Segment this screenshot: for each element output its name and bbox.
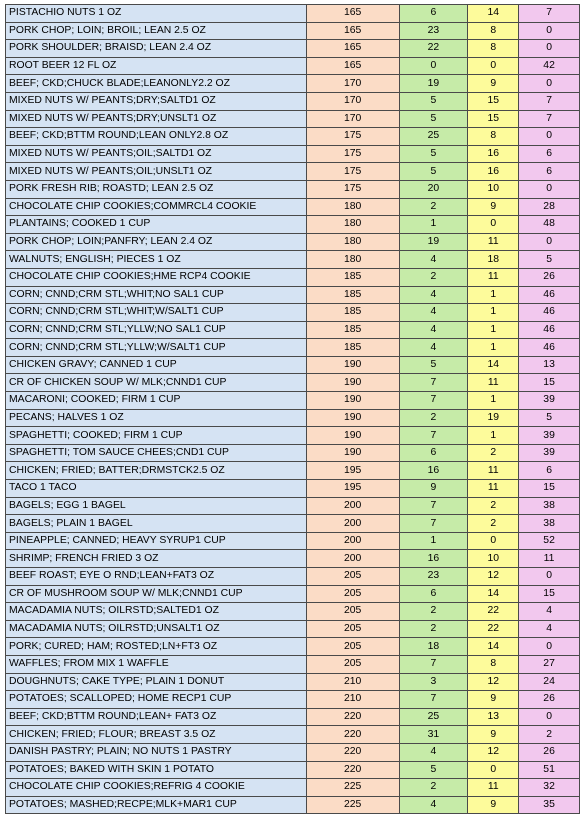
- value-col5-cell: 11: [519, 550, 580, 568]
- value-col5-cell: 6: [519, 163, 580, 181]
- value-col5-cell: 46: [519, 286, 580, 304]
- value-col3-cell: 4: [399, 321, 468, 339]
- value-col3-cell: 2: [399, 268, 468, 286]
- table-row: [6, 356, 580, 374]
- calories-cell: 185: [306, 339, 399, 357]
- value-col5-cell: 38: [519, 497, 580, 515]
- value-col4-cell: 14: [468, 356, 519, 374]
- calories-cell: 220: [306, 743, 399, 761]
- value-col4-cell: 11: [468, 268, 519, 286]
- value-col5-cell: 26: [519, 691, 580, 709]
- value-col3-cell: 7: [399, 497, 468, 515]
- food-name-cell: CHICKEN GRAVY; CANNED 1 CUP: [6, 356, 307, 374]
- food-name-cell: CORN; CNND;CRM STL;WHIT;NO SAL1 CUP: [6, 286, 307, 304]
- value-col5-cell: 51: [519, 761, 580, 779]
- table-row: [6, 304, 580, 322]
- calories-cell: 220: [306, 726, 399, 744]
- calories-cell: 190: [306, 409, 399, 427]
- value-col3-cell: 31: [399, 726, 468, 744]
- table-row: [6, 638, 580, 656]
- calories-cell: 205: [306, 568, 399, 586]
- table-row: [6, 462, 580, 480]
- calories-cell: 180: [306, 198, 399, 216]
- food-name-cell: TACO 1 TACO: [6, 480, 307, 498]
- value-col5-cell: 0: [519, 180, 580, 198]
- value-col5-cell: 24: [519, 673, 580, 691]
- value-col3-cell: 5: [399, 761, 468, 779]
- value-col5-cell: 52: [519, 532, 580, 550]
- value-col5-cell: 0: [519, 75, 580, 93]
- value-col3-cell: 4: [399, 304, 468, 322]
- table-row: [6, 532, 580, 550]
- calories-cell: 205: [306, 638, 399, 656]
- value-col3-cell: 18: [399, 638, 468, 656]
- value-col4-cell: 2: [468, 444, 519, 462]
- value-col3-cell: 2: [399, 409, 468, 427]
- value-col4-cell: 0: [468, 57, 519, 75]
- table-row: [6, 57, 580, 75]
- food-name-cell: BEEF; CKD;BTTM ROUND;LEAN ONLY2.8 OZ: [6, 128, 307, 146]
- value-col3-cell: 4: [399, 286, 468, 304]
- table-row: [6, 427, 580, 445]
- table-row: [6, 708, 580, 726]
- calories-cell: 170: [306, 75, 399, 93]
- value-col4-cell: 12: [468, 743, 519, 761]
- value-col3-cell: 19: [399, 233, 468, 251]
- food-name-cell: ROOT BEER 12 FL OZ: [6, 57, 307, 75]
- food-name-cell: PISTACHIO NUTS 1 OZ: [6, 5, 307, 23]
- value-col4-cell: 18: [468, 251, 519, 269]
- value-col3-cell: 5: [399, 163, 468, 181]
- calories-cell: 200: [306, 532, 399, 550]
- calories-cell: 175: [306, 145, 399, 163]
- calories-cell: 225: [306, 779, 399, 797]
- calories-cell: 190: [306, 444, 399, 462]
- table-row: [6, 75, 580, 93]
- value-col3-cell: 6: [399, 585, 468, 603]
- table-row: [6, 339, 580, 357]
- table-row: [6, 321, 580, 339]
- value-col4-cell: 1: [468, 321, 519, 339]
- food-name-cell: BEEF; CKD;CHUCK BLADE;LEANONLY2.2 OZ: [6, 75, 307, 93]
- value-col5-cell: 0: [519, 40, 580, 58]
- calories-cell: 195: [306, 462, 399, 480]
- value-col4-cell: 15: [468, 92, 519, 110]
- food-name-cell: MIXED NUTS W/ PEANTS;OIL;UNSLT1 OZ: [6, 163, 307, 181]
- calories-cell: 200: [306, 550, 399, 568]
- food-name-cell: CHOCOLATE CHIP COOKIES;COMMRCL4 COOKIE: [6, 198, 307, 216]
- food-name-cell: SPAGHETTI; COOKED; FIRM 1 CUP: [6, 427, 307, 445]
- value-col5-cell: 7: [519, 5, 580, 23]
- value-col3-cell: 7: [399, 691, 468, 709]
- calories-cell: 180: [306, 251, 399, 269]
- table-row: [6, 5, 580, 23]
- table-row: [6, 216, 580, 234]
- value-col4-cell: 8: [468, 128, 519, 146]
- value-col3-cell: 20: [399, 180, 468, 198]
- value-col5-cell: 26: [519, 268, 580, 286]
- value-col4-cell: 14: [468, 5, 519, 23]
- calories-cell: 165: [306, 22, 399, 40]
- value-col4-cell: 22: [468, 603, 519, 621]
- value-col3-cell: 4: [399, 339, 468, 357]
- value-col4-cell: 2: [468, 497, 519, 515]
- value-col5-cell: 7: [519, 92, 580, 110]
- food-name-cell: POTATOES; BAKED WITH SKIN 1 POTATO: [6, 761, 307, 779]
- food-name-cell: MIXED NUTS W/ PEANTS;OIL;SALTD1 OZ: [6, 145, 307, 163]
- table-row: [6, 268, 580, 286]
- table-row: [6, 603, 580, 621]
- value-col4-cell: 1: [468, 427, 519, 445]
- value-col5-cell: 4: [519, 603, 580, 621]
- value-col3-cell: 2: [399, 779, 468, 797]
- calories-cell: 205: [306, 603, 399, 621]
- table-row: [6, 497, 580, 515]
- food-name-cell: CHICKEN; FRIED; FLOUR; BREAST 3.5 OZ: [6, 726, 307, 744]
- value-col3-cell: 4: [399, 251, 468, 269]
- value-col4-cell: 19: [468, 409, 519, 427]
- value-col3-cell: 25: [399, 128, 468, 146]
- value-col5-cell: 32: [519, 779, 580, 797]
- value-col3-cell: 4: [399, 743, 468, 761]
- food-name-cell: POTATOES; SCALLOPED; HOME RECP1 CUP: [6, 691, 307, 709]
- food-name-cell: MACARONI; COOKED; FIRM 1 CUP: [6, 392, 307, 410]
- table-row: [6, 128, 580, 146]
- food-name-cell: CHICKEN; FRIED; BATTER;DRMSTCK2.5 OZ: [6, 462, 307, 480]
- food-name-cell: MACADAMIA NUTS; OILRSTD;SALTED1 OZ: [6, 603, 307, 621]
- table-row: [6, 568, 580, 586]
- table-row: [6, 22, 580, 40]
- value-col4-cell: 11: [468, 233, 519, 251]
- food-name-cell: PORK SHOULDER; BRAISD; LEAN 2.4 OZ: [6, 40, 307, 58]
- calories-cell: 190: [306, 392, 399, 410]
- calories-cell: 175: [306, 128, 399, 146]
- value-col4-cell: 15: [468, 110, 519, 128]
- calories-cell: 220: [306, 761, 399, 779]
- value-col5-cell: 6: [519, 145, 580, 163]
- calories-cell: 185: [306, 321, 399, 339]
- value-col4-cell: 0: [468, 532, 519, 550]
- value-col4-cell: 9: [468, 796, 519, 814]
- table-row: [6, 726, 580, 744]
- food-name-cell: SPAGHETTI; TOM SAUCE CHEES;CND1 CUP: [6, 444, 307, 462]
- value-col3-cell: 5: [399, 145, 468, 163]
- calories-cell: 205: [306, 620, 399, 638]
- food-name-cell: WALNUTS; ENGLISH; PIECES 1 OZ: [6, 251, 307, 269]
- value-col3-cell: 2: [399, 198, 468, 216]
- value-col4-cell: 2: [468, 515, 519, 533]
- value-col3-cell: 6: [399, 5, 468, 23]
- value-col4-cell: 16: [468, 145, 519, 163]
- value-col3-cell: 7: [399, 655, 468, 673]
- table-row: [6, 796, 580, 814]
- table-row: [6, 585, 580, 603]
- value-col5-cell: 15: [519, 480, 580, 498]
- value-col3-cell: 5: [399, 110, 468, 128]
- value-col3-cell: 7: [399, 374, 468, 392]
- calories-cell: 205: [306, 655, 399, 673]
- value-col3-cell: 6: [399, 444, 468, 462]
- food-name-cell: MIXED NUTS W/ PEANTS;DRY;UNSLT1 OZ: [6, 110, 307, 128]
- value-col4-cell: 16: [468, 163, 519, 181]
- value-col5-cell: 39: [519, 444, 580, 462]
- value-col5-cell: 39: [519, 427, 580, 445]
- food-name-cell: PLANTAINS; COOKED 1 CUP: [6, 216, 307, 234]
- value-col4-cell: 11: [468, 779, 519, 797]
- value-col3-cell: 2: [399, 620, 468, 638]
- value-col5-cell: 28: [519, 198, 580, 216]
- value-col5-cell: 0: [519, 22, 580, 40]
- food-name-cell: PINEAPPLE; CANNED; HEAVY SYRUP1 CUP: [6, 532, 307, 550]
- table-row: [6, 392, 580, 410]
- calories-cell: 190: [306, 356, 399, 374]
- food-name-cell: CORN; CNND;CRM STL;YLLW;NO SAL1 CUP: [6, 321, 307, 339]
- food-name-cell: BAGELS; PLAIN 1 BAGEL: [6, 515, 307, 533]
- table-row: [6, 409, 580, 427]
- value-col4-cell: 9: [468, 691, 519, 709]
- calories-cell: 210: [306, 673, 399, 691]
- value-col5-cell: 46: [519, 321, 580, 339]
- value-col5-cell: 39: [519, 392, 580, 410]
- value-col3-cell: 23: [399, 568, 468, 586]
- calories-cell: 175: [306, 180, 399, 198]
- value-col5-cell: 15: [519, 374, 580, 392]
- food-name-cell: WAFFLES; FROM MIX 1 WAFFLE: [6, 655, 307, 673]
- calories-cell: 165: [306, 57, 399, 75]
- calories-cell: 185: [306, 268, 399, 286]
- value-col5-cell: 0: [519, 233, 580, 251]
- food-name-cell: CORN; CNND;CRM STL;WHIT;W/SALT1 CUP: [6, 304, 307, 322]
- value-col4-cell: 8: [468, 40, 519, 58]
- value-col4-cell: 10: [468, 550, 519, 568]
- table-row: [6, 251, 580, 269]
- calories-cell: 185: [306, 286, 399, 304]
- food-name-cell: PECANS; HALVES 1 OZ: [6, 409, 307, 427]
- value-col4-cell: 0: [468, 761, 519, 779]
- value-col5-cell: 38: [519, 515, 580, 533]
- calories-cell: 225: [306, 796, 399, 814]
- value-col4-cell: 9: [468, 75, 519, 93]
- table-body: [6, 5, 580, 814]
- table-row: [6, 620, 580, 638]
- value-col4-cell: 9: [468, 726, 519, 744]
- value-col3-cell: 4: [399, 796, 468, 814]
- calories-cell: 220: [306, 708, 399, 726]
- value-col5-cell: 7: [519, 110, 580, 128]
- value-col5-cell: 13: [519, 356, 580, 374]
- value-col5-cell: 0: [519, 128, 580, 146]
- value-col5-cell: 48: [519, 216, 580, 234]
- value-col3-cell: 3: [399, 673, 468, 691]
- value-col5-cell: 42: [519, 57, 580, 75]
- value-col4-cell: 12: [468, 568, 519, 586]
- table-row: [6, 286, 580, 304]
- food-nutrition-table: [5, 4, 580, 814]
- table-row: [6, 163, 580, 181]
- food-name-cell: PORK CHOP; LOIN;PANFRY; LEAN 2.4 OZ: [6, 233, 307, 251]
- food-name-cell: MIXED NUTS W/ PEANTS;DRY;SALTD1 OZ: [6, 92, 307, 110]
- value-col3-cell: 1: [399, 216, 468, 234]
- value-col5-cell: 6: [519, 462, 580, 480]
- value-col4-cell: 14: [468, 638, 519, 656]
- value-col5-cell: 5: [519, 409, 580, 427]
- table-row: [6, 550, 580, 568]
- calories-cell: 210: [306, 691, 399, 709]
- calories-cell: 190: [306, 427, 399, 445]
- value-col5-cell: 26: [519, 743, 580, 761]
- calories-cell: 170: [306, 110, 399, 128]
- value-col5-cell: 35: [519, 796, 580, 814]
- value-col5-cell: 2: [519, 726, 580, 744]
- value-col3-cell: 0: [399, 57, 468, 75]
- food-name-cell: SHRIMP; FRENCH FRIED 3 OZ: [6, 550, 307, 568]
- value-col3-cell: 2: [399, 603, 468, 621]
- table-row: [6, 655, 580, 673]
- calories-cell: 195: [306, 480, 399, 498]
- table-row: [6, 691, 580, 709]
- value-col3-cell: 25: [399, 708, 468, 726]
- value-col5-cell: 0: [519, 638, 580, 656]
- value-col4-cell: 9: [468, 198, 519, 216]
- value-col4-cell: 1: [468, 286, 519, 304]
- table-row: [6, 743, 580, 761]
- value-col5-cell: 46: [519, 304, 580, 322]
- value-col5-cell: 15: [519, 585, 580, 603]
- food-name-cell: CR OF MUSHROOM SOUP W/ MLK;CNND1 CUP: [6, 585, 307, 603]
- value-col4-cell: 11: [468, 480, 519, 498]
- value-col3-cell: 7: [399, 515, 468, 533]
- table-row: [6, 779, 580, 797]
- value-col4-cell: 11: [468, 374, 519, 392]
- food-name-cell: DANISH PASTRY; PLAIN; NO NUTS 1 PASTRY: [6, 743, 307, 761]
- value-col4-cell: 12: [468, 673, 519, 691]
- food-name-cell: MACADAMIA NUTS; OILRSTD;UNSALT1 OZ: [6, 620, 307, 638]
- table-row: [6, 180, 580, 198]
- food-name-cell: BEEF ROAST; EYE O RND;LEAN+FAT3 OZ: [6, 568, 307, 586]
- food-name-cell: CHOCOLATE CHIP COOKIES;REFRIG 4 COOKIE: [6, 779, 307, 797]
- value-col5-cell: 0: [519, 708, 580, 726]
- food-name-cell: CORN; CNND;CRM STL;YLLW;W/SALT1 CUP: [6, 339, 307, 357]
- value-col4-cell: 13: [468, 708, 519, 726]
- table-row: [6, 198, 580, 216]
- calories-cell: 165: [306, 40, 399, 58]
- table-row: [6, 444, 580, 462]
- value-col4-cell: 22: [468, 620, 519, 638]
- table-row: [6, 374, 580, 392]
- value-col5-cell: 46: [519, 339, 580, 357]
- food-name-cell: POTATOES; MASHED;RECPE;MLK+MAR1 CUP: [6, 796, 307, 814]
- value-col5-cell: 27: [519, 655, 580, 673]
- value-col3-cell: 9: [399, 480, 468, 498]
- calories-cell: 170: [306, 92, 399, 110]
- food-name-cell: CR OF CHICKEN SOUP W/ MLK;CNND1 CUP: [6, 374, 307, 392]
- table-row: [6, 145, 580, 163]
- value-col3-cell: 7: [399, 427, 468, 445]
- calories-cell: 180: [306, 233, 399, 251]
- calories-cell: 175: [306, 163, 399, 181]
- food-name-cell: PORK; CURED; HAM; ROSTED;LN+FT3 OZ: [6, 638, 307, 656]
- value-col3-cell: 19: [399, 75, 468, 93]
- calories-cell: 200: [306, 515, 399, 533]
- food-name-cell: CHOCOLATE CHIP COOKIES;HME RCP4 COOKIE: [6, 268, 307, 286]
- value-col5-cell: 5: [519, 251, 580, 269]
- table-row: [6, 233, 580, 251]
- food-name-cell: BAGELS; EGG 1 BAGEL: [6, 497, 307, 515]
- value-col4-cell: 1: [468, 304, 519, 322]
- table-row: [6, 92, 580, 110]
- value-col5-cell: 4: [519, 620, 580, 638]
- value-col3-cell: 7: [399, 392, 468, 410]
- table-row: [6, 110, 580, 128]
- value-col3-cell: 16: [399, 550, 468, 568]
- calories-cell: 165: [306, 5, 399, 23]
- value-col3-cell: 1: [399, 532, 468, 550]
- value-col3-cell: 22: [399, 40, 468, 58]
- value-col4-cell: 1: [468, 339, 519, 357]
- value-col4-cell: 8: [468, 22, 519, 40]
- value-col3-cell: 23: [399, 22, 468, 40]
- food-name-cell: BEEF; CKD;BTTM ROUND;LEAN+ FAT3 OZ: [6, 708, 307, 726]
- value-col5-cell: 0: [519, 568, 580, 586]
- table-row: [6, 761, 580, 779]
- food-name-cell: PORK FRESH RIB; ROASTD; LEAN 2.5 OZ: [6, 180, 307, 198]
- value-col4-cell: 8: [468, 655, 519, 673]
- food-name-cell: DOUGHNUTS; CAKE TYPE; PLAIN 1 DONUT: [6, 673, 307, 691]
- value-col4-cell: 11: [468, 462, 519, 480]
- value-col4-cell: 14: [468, 585, 519, 603]
- value-col3-cell: 5: [399, 356, 468, 374]
- calories-cell: 205: [306, 585, 399, 603]
- value-col4-cell: 0: [468, 216, 519, 234]
- calories-cell: 200: [306, 497, 399, 515]
- value-col4-cell: 10: [468, 180, 519, 198]
- calories-cell: 180: [306, 216, 399, 234]
- calories-cell: 190: [306, 374, 399, 392]
- value-col3-cell: 5: [399, 92, 468, 110]
- table-row: [6, 480, 580, 498]
- value-col4-cell: 1: [468, 392, 519, 410]
- food-name-cell: PORK CHOP; LOIN; BROIL; LEAN 2.5 OZ: [6, 22, 307, 40]
- calories-cell: 185: [306, 304, 399, 322]
- table-row: [6, 673, 580, 691]
- value-col3-cell: 16: [399, 462, 468, 480]
- table-row: [6, 40, 580, 58]
- table-row: [6, 515, 580, 533]
